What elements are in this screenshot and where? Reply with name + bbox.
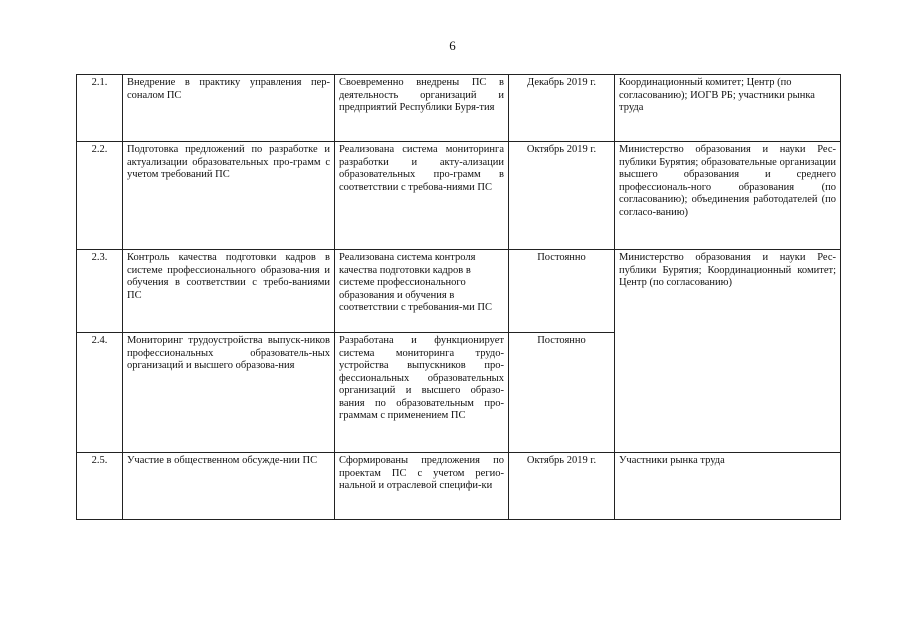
- result-cell: Реализована система мониторинга разработки и акту-ализации образовательных про-грамм в соответствии с требова-ниями ПС: [335, 142, 509, 250]
- responsible-cell: Участники рынка труда: [615, 453, 841, 520]
- result-cell: Своевременно внедрены ПС в деятельность организаций и предприятий Республики Буря-тия: [335, 75, 509, 142]
- responsible-cell: Министерство образования и науки Рес-публики Бурятия; образовательные организации высшего образования и среднего профессиональ-ного образования (по согласованию); объединения работодателей (по согласо-ванию): [615, 142, 841, 250]
- result-cell: Разработана и функционирует система мониторинга трудо-устройства выпускников про-фессиональных образовательных организаций и высшего образо-вания по образовательным про-граммам с применением ПС: [335, 333, 509, 453]
- table-row: [77, 453, 841, 520]
- row-number: 2.1.: [77, 75, 123, 142]
- activity-cell: Внедрение в практику управления пер-соналом ПС: [123, 75, 335, 142]
- row-number: 2.2.: [77, 142, 123, 250]
- deadline-cell: Декабрь 2019 г.: [509, 75, 615, 142]
- responsible-cell: Министерство образования и науки Рес-публики Бурятия; Координационный комитет; Центр (по согласованию): [615, 250, 841, 453]
- result-cell: Реализована система контроля качества подготовки кадров в системе профессионального образования и обучения в соответствии с требования-ми ПС: [335, 250, 509, 333]
- activity-cell: Подготовка предложений по разработке и актуализации образовательных про-грамм с учетом требований ПС: [123, 142, 335, 250]
- activity-cell: Контроль качества подготовки кадров в системе профессионального образова-ния и обучения в соответствии с требо-ваниями ПС: [123, 250, 335, 333]
- deadline-cell: Постоянно: [509, 250, 615, 333]
- deadline-cell: Октябрь 2019 г.: [509, 142, 615, 250]
- row-number: 2.3.: [77, 250, 123, 333]
- result-cell: Сформированы предложения по проектам ПС с учетом регио-нальной и отраслевой специфи-ки: [335, 453, 509, 520]
- row-number: 2.5.: [77, 453, 123, 520]
- table-row: [77, 75, 841, 142]
- table-row: [77, 250, 841, 333]
- activity-cell: Участие в общественном обсужде-нии ПС: [123, 453, 335, 520]
- measures-table: [76, 74, 841, 520]
- row-number: 2.4.: [77, 333, 123, 453]
- page-number: 6: [449, 38, 456, 53]
- table-row: [77, 142, 841, 250]
- deadline-cell: Октябрь 2019 г.: [509, 453, 615, 520]
- deadline-cell: Постоянно: [509, 333, 615, 453]
- responsible-cell: Координационный комитет; Центр (по согласованию); ИОГВ РБ; участники рынка труда: [615, 75, 841, 142]
- activity-cell: Мониторинг трудоустройства выпуск-ников профессиональных образователь-ных организаций и высшего образова-ния: [123, 333, 335, 453]
